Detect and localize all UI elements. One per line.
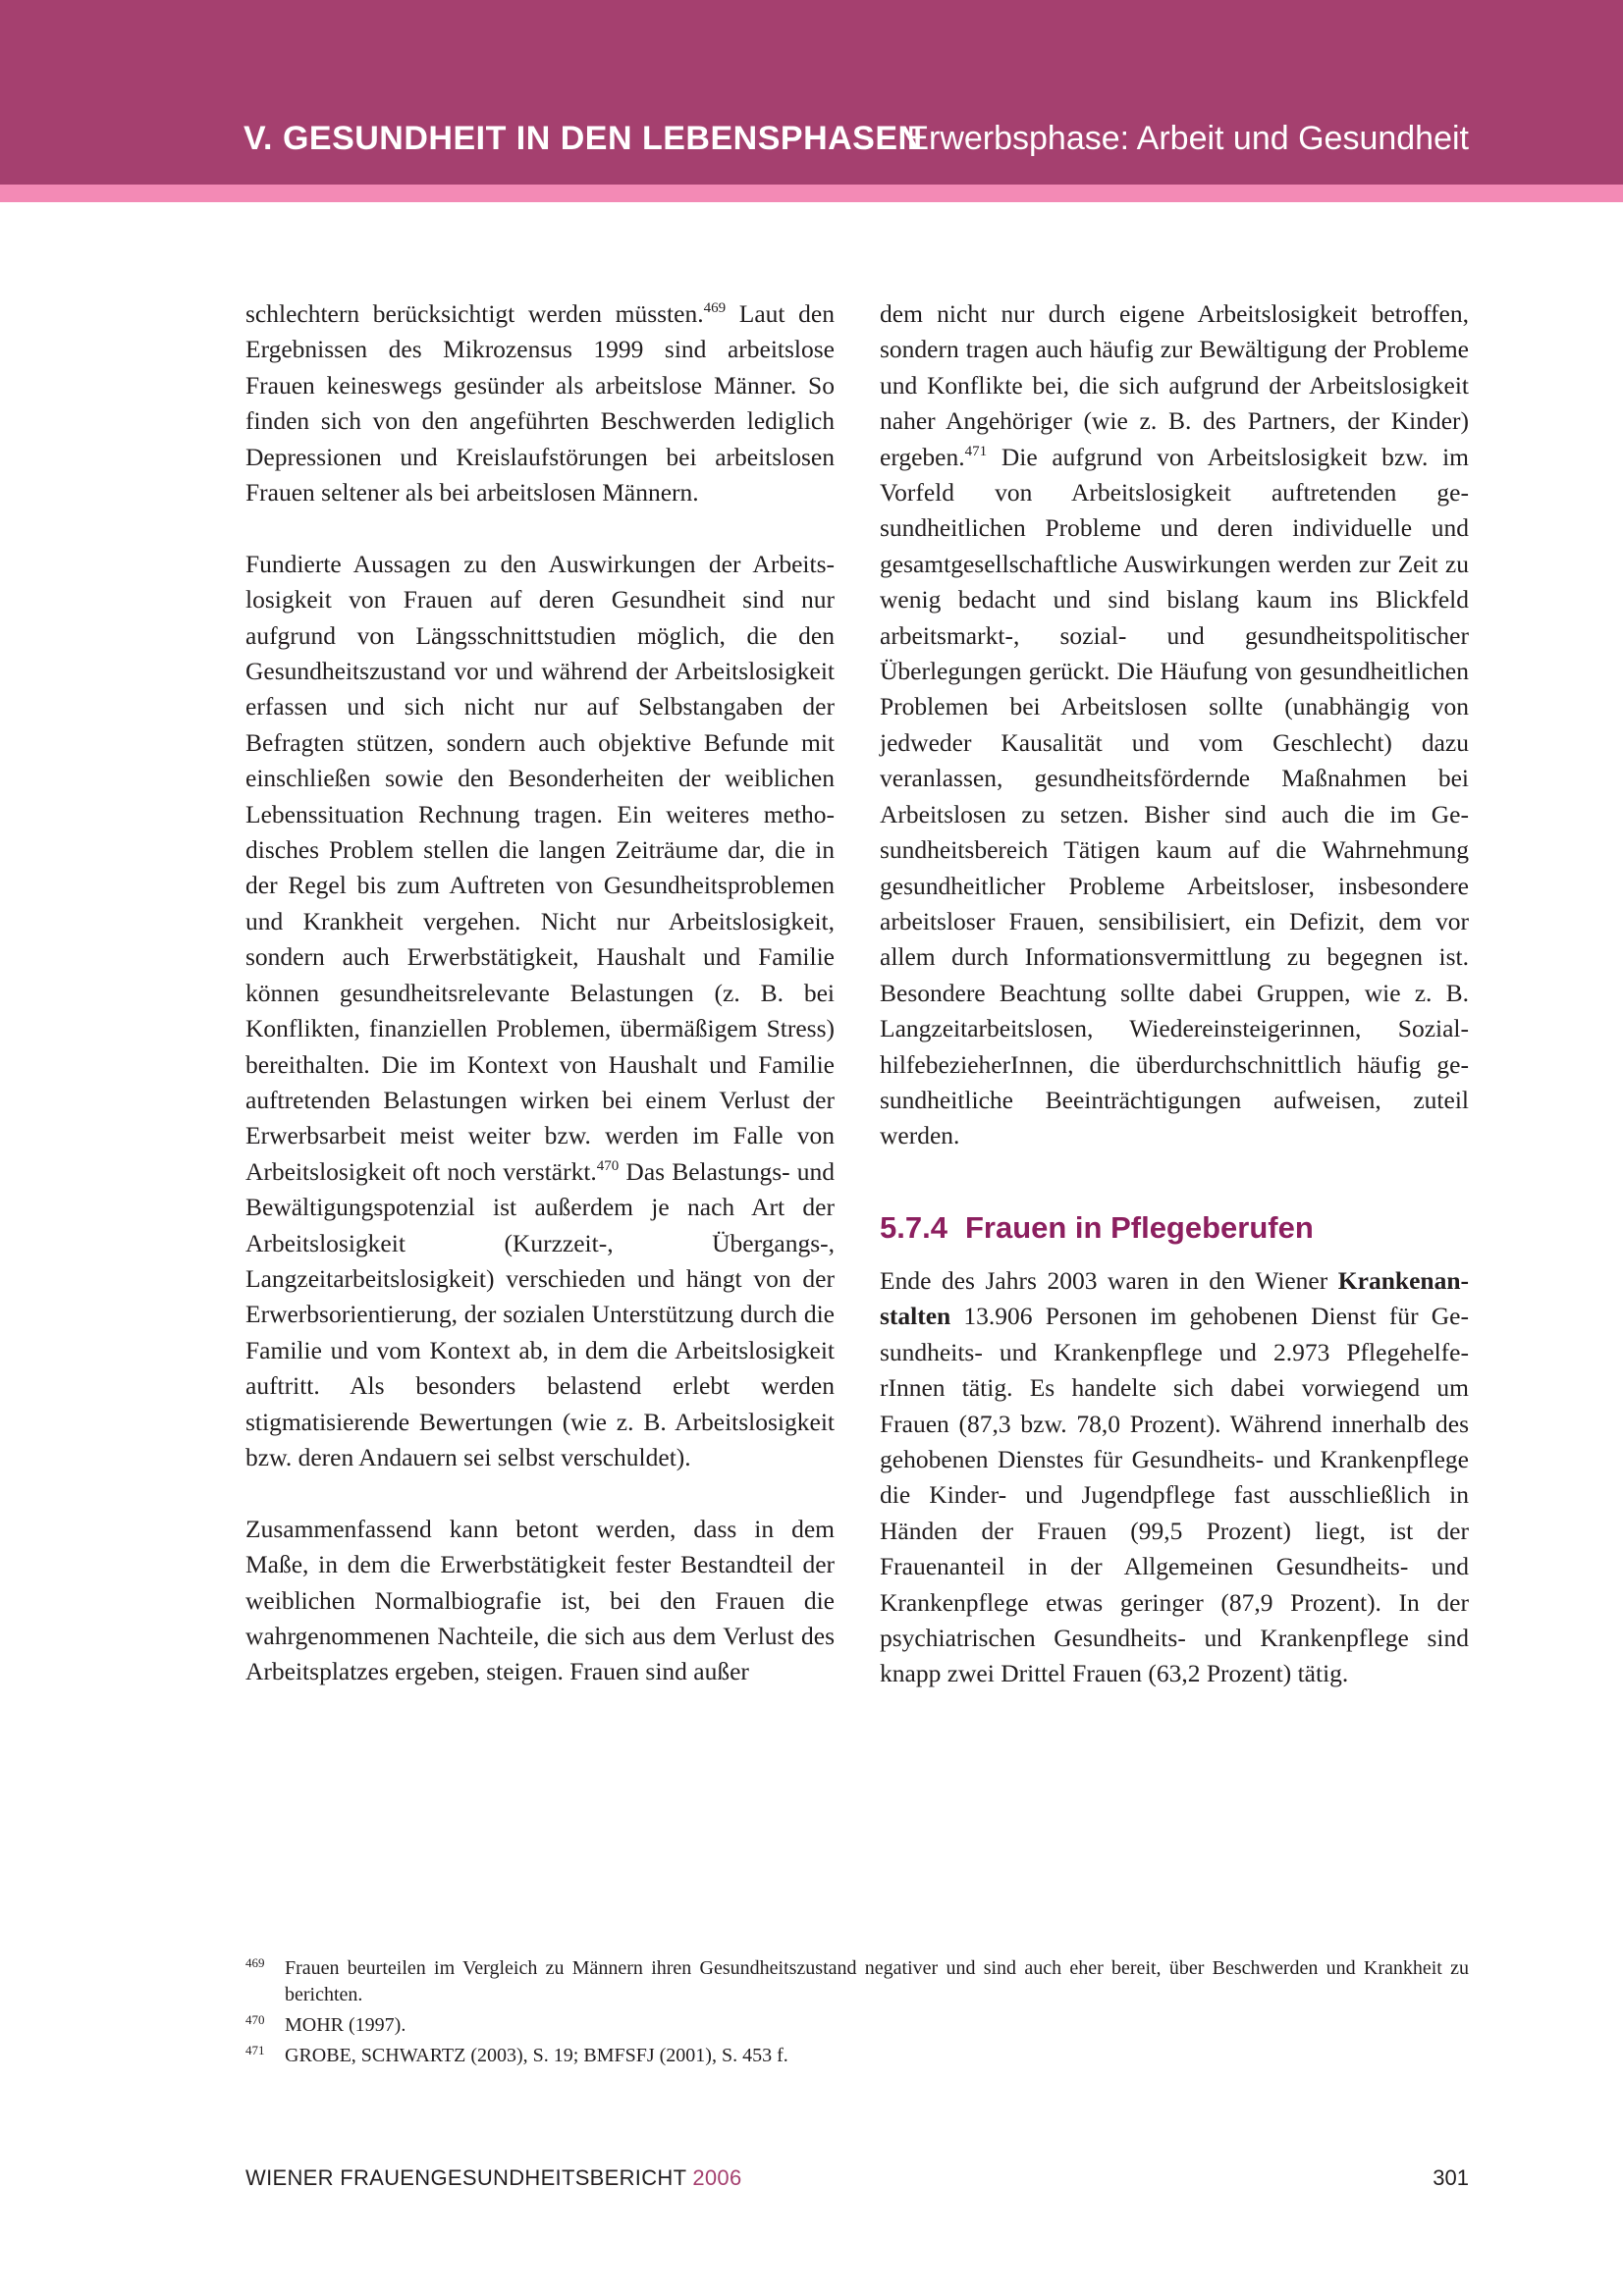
footnote-ref[interactable]: 469 xyxy=(703,300,727,316)
footnote-text: GROBE, SCHWARTZ (2003), S. 19; BMFSFJ (2001), S. 453 f. xyxy=(285,2045,788,2066)
left-column xyxy=(245,296,835,1690)
page-number: 301 xyxy=(1433,2165,1469,2190)
paragraph: schlechtern berücksichtigt werden müssten.$^{469}$ Laut den Ergebnissen des Mikrozensus 1999 sind arbeitslose Frauen keineswegs gesünder als arbeitslose Männer. So finden sich von den angeführten Beschwerden lediglich Depressionen und Kreislaufstörungen bei arbeitslosen Frauen seltener als bei arbeitslosen Männern. xyxy=(245,299,835,507)
footnote-ref[interactable]: 471 xyxy=(964,443,988,459)
section-heading xyxy=(880,1209,1469,1246)
footer-title: WIENER FRAUENGESUNDHEITSBERICHT 2006 xyxy=(245,2165,742,2190)
section-number: 5.7.4 xyxy=(880,1209,947,1245)
paragraph: dem nicht nur durch eigene Arbeitslosigkeit betroffen, sondern tragen auch häufig zur Bewältigung der Probleme und Konflikte bei, die sich aufgrund der Arbeitslosigkeit naher Angehöriger (wie z. B. des Partners, der Kinder) ergeben.$^{471}$ Die aufgrund von Arbeitslosigkeit bzw. im Vorfeld von Arbeitslosigkeit auftretenden gesundheitlichen Probleme und deren individuelle und gesamtgesellschaftliche Auswirkungen werden zur Zeit zu wenig bedacht und sind bislang kaum ins Blickfeld arbeitsmarkt-, sozial- und gesundheitspolitischer Überlegungen gerückt. Die Häufung von gesundheitlichen Problemen bei Arbeitslosen sollte (unabhängig von jedweder Kausalität und vom Geschlecht) dazu veranlassen, gesundheitsfördernde Maßnahmen bei Arbeitslosen zu setzen. Bisher sind auch die im Gesundheitsbereich Tätigen kaum auf die Wahrnehmung gesundheitlicher Probleme Arbeitsloser, insbesondere arbeitsloser Frauen, sensibilisiert, ein Defizit, dem vor allem durch Informationsvermittlung zu begegnen ist. Besondere Beachtung sollte dabei Gruppen, wie z. B. Langzeitarbeitslosen, Wiedereinsteigerinnen, SozialhilfebezieherInnen, die überdurchschnittlich häufig gesundheitliche Beeinträchtigungen aufweisen, zuteil werden. xyxy=(880,299,1469,1150)
paragraph: Fundierte Aussagen zu den Auswirkungen der Arbeitslosigkeit von Frauen auf deren Gesundheit sind nur aufgrund von Längsschnittstudien möglich, die den Gesundheitszustand vor und während der Arbeitslosigkeit erfassen und sich nicht nur auf Selbstangaben der Befragten stützen, sondern auch objektive Befunde mit einschließen sowie den Besonderheiten der weiblichen Lebenssituation Rechnung tragen. Ein weiteres methodisches Problem stellen die langen Zeiträume dar, die in der Regel bis zum Auftreten von Gesundheitsproblemen und Krankheit vergehen. Nicht nur Arbeitslosigkeit, sondern auch Erwerbstätigkeit, Haushalt und Familie können gesundheitsrelevante Belastungen (z. B. bei Konflikten, finanziellen Problemen, übermäßigem Stress) bereithalten. Die im Kontext von Haushalt und Familie auftretenden Belastungen wirken bei einem Verlust der Erwerbsarbeit meist weiter bzw. werden im Falle von Arbeitslosigkeit oft noch verstärkt.$^{470}$ Das Belastungs- und Bewältigungspotenzial ist außerdem je nach Art der Arbeitslosigkeit (Kurzzeit-, Übergangs-, Langzeitarbeitslosigkeit) verschieden und hängt von der Erwerbsorientierung, der sozialen Unterstützung durch die Familie und vom Kontext ab, in dem die Arbeitslosigkeit auftritt. Als besonders belastend erlebt werden stigmatisierende Bewertungen (wie z. B. Arbeitslosigkeit bzw. deren Andauern sei selbst verschuldet). xyxy=(245,549,835,1471)
section-heading-title: Frauen in Pflegeberufen xyxy=(964,1209,1314,1245)
footnote-number: 469 xyxy=(245,1955,265,1970)
paragraph: Zusammenfassend kann betont werden, dass in dem Maße, in dem die Erwerbstätigkeit fester Bestandteil der weiblichen Normalbiografie ist, bei den Frauen die wahrgenommenen Nachteile, die sich aus dem Verlust des Arbeitsplatzes ergeben, steigen. Frauen sind außer xyxy=(245,1514,835,1686)
bold-term: Krankenanstalten xyxy=(880,1265,1469,1331)
footnotes xyxy=(245,1955,1469,2073)
footer-year: 2006 xyxy=(692,2165,742,2190)
header-stripe xyxy=(0,185,1623,202)
footnote-number: 470 xyxy=(245,2012,265,2027)
footnote-text: MOHR (1997). xyxy=(285,2014,406,2036)
footnote xyxy=(245,1955,1469,2008)
footnote-number: 471 xyxy=(245,2043,265,2057)
paragraph: Ende des Jahrs 2003 waren in den Wiener Krankenanstalten 13.906 Personen im gehobenen Dienst für Gesundheits- und Krankenpflege und 2.973 PflegehelferInnen tätig. Es handelte sich dabei vorwiegend um Frauen (87,3 bzw. 78,0 Prozent). Während innerhalb des gehobenen Dienstes für Gesundheits- und Krankenpflege die Kinder- und Jugendpflege fast ausschließlich in Händen der Frauen (99,5 Prozent) liegt, ist der Frauenanteil in der Allgemeinen Gesundheits- und Krankenpflege etwas geringer (87,9 Prozent). In der psychiatrischen Gesundheits- und Krankenpflege sind knapp zwei Drittel Frauen (63,2 Prozent) tätig. xyxy=(880,1265,1469,1688)
right-column xyxy=(880,296,1469,1692)
footnote xyxy=(245,2012,1469,2039)
footnote xyxy=(245,2043,1469,2069)
footnote-ref[interactable]: 470 xyxy=(596,1157,620,1174)
chapter-title: V. GESUNDHEIT IN DEN LEBENSPHASEN xyxy=(243,120,923,157)
footnote-text: Frauen beurteilen im Vergleich zu Männern ihren Gesundheitszustand negativer und sind auch eher bereit, über Beschwerden und Krankheit zu berichten. xyxy=(285,1957,1469,2005)
section-title: Erwerbsphase: Arbeit und Gesundheit xyxy=(906,120,1469,157)
